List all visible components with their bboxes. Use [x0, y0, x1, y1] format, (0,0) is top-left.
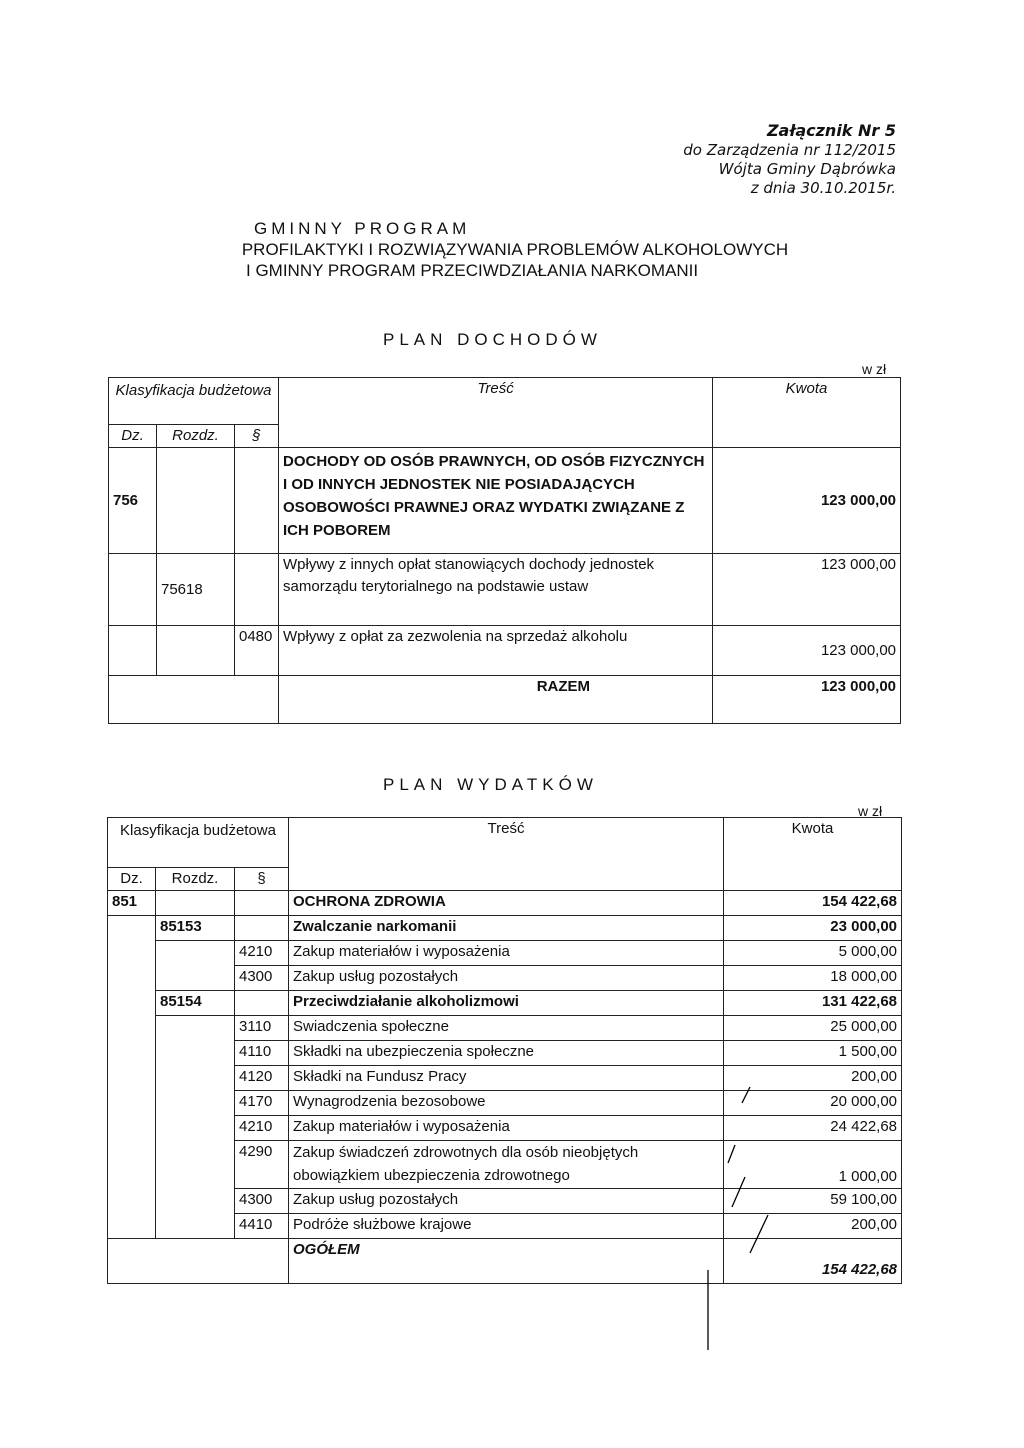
expense-row-par [235, 991, 289, 1016]
income-header-dz: Dz. [109, 425, 157, 448]
expense-row-dz [108, 1116, 156, 1141]
expense-row-amount: 20 000,00 [724, 1091, 902, 1116]
expense-row-dz [108, 1141, 156, 1189]
expense-row-dz [108, 916, 156, 941]
expense-row-content: Zakup materiałów i wyposażenia [289, 941, 724, 966]
expense-row-par: 4300 [235, 966, 289, 991]
expense-row-rozdz [156, 891, 235, 916]
expense-row-dz [108, 941, 156, 966]
income-row-rozdz [157, 448, 235, 554]
expense-row [108, 1141, 902, 1189]
expense-row-content: Swiadczenia społeczne [289, 1016, 724, 1041]
attachment-line2: Wójta Gminy Dąbrówka [718, 160, 896, 178]
expense-row-par: 4110 [235, 1041, 289, 1066]
expense-row [108, 1189, 902, 1214]
expense-row-par: 4290 [235, 1141, 289, 1189]
expense-row-amount: 1 500,00 [724, 1041, 902, 1066]
attachment-line1: do Zarządzenia nr 112/2015 [683, 141, 896, 159]
expense-row [108, 1116, 902, 1141]
income-row-dz [109, 554, 157, 626]
expense-row [108, 966, 902, 991]
expense-row-rozdz [156, 1016, 235, 1041]
expense-row-par: 4410 [235, 1214, 289, 1239]
expenses-plan-title: PLAN WYDATKÓW [383, 775, 598, 794]
income-table [108, 377, 901, 724]
expense-row-par: 4170 [235, 1091, 289, 1116]
income-plan-title: PLAN DOCHODÓW [383, 330, 602, 349]
expense-row [108, 916, 902, 941]
income-row-dz: 756 [109, 448, 157, 554]
expense-row-dz [108, 1214, 156, 1239]
expense-row-amount: 18 000,00 [724, 966, 902, 991]
expense-row-rozdz: 85154 [156, 991, 235, 1016]
expense-row-rozdz [156, 1214, 235, 1239]
expense-row-dz [108, 991, 156, 1016]
expense-row-content: Podróże służbowe krajowe [289, 1214, 724, 1239]
income-row-par [235, 554, 279, 626]
expense-row-dz: 851 [108, 891, 156, 916]
expense-row-rozdz [156, 1091, 235, 1116]
expense-row-amount: 200,00 [724, 1066, 902, 1091]
income-total-amount: 123 000,00 [713, 676, 901, 724]
income-row [109, 626, 901, 676]
expenses-table [107, 817, 902, 1284]
expense-row-rozdz [156, 1141, 235, 1189]
expense-row-rozdz [156, 941, 235, 966]
expense-row-par: 4210 [235, 1116, 289, 1141]
expenses-header-rozdz: Rozdz. [156, 868, 235, 891]
expense-row-par [235, 916, 289, 941]
attachment-header [683, 121, 896, 198]
expense-row-rozdz [156, 1066, 235, 1091]
expense-row-content: Zakup usług pozostałych [289, 1189, 724, 1214]
expense-row-amount: 5 000,00 [724, 941, 902, 966]
program-line3: I GMINNY PROGRAM PRZECIWDZIAŁANIA NARKOMANII [246, 261, 699, 280]
income-header-content: Treść [279, 378, 713, 448]
program-line1: GMINNY PROGRAM [254, 219, 471, 238]
expense-row-content: Zakup świadczeń zdrowotnych dla osób nieobjętych obowiązkiem ubezpieczenia zdrowotnego [289, 1141, 724, 1189]
expense-row-par [235, 891, 289, 916]
expense-row [108, 1041, 902, 1066]
expense-row-rozdz: 85153 [156, 916, 235, 941]
income-row-par [235, 448, 279, 554]
expense-row-amount: 23 000,00 [724, 916, 902, 941]
expense-row-content: Zakup usług pozostałych [289, 966, 724, 991]
expense-row-rozdz [156, 1116, 235, 1141]
expenses-header-classification: Klasyfikacja budżetowa [108, 818, 289, 868]
expense-row-par: 4120 [235, 1066, 289, 1091]
income-row-rozdz [157, 626, 235, 676]
expense-row-content: Wynagrodzenia bezosobowe [289, 1091, 724, 1116]
expense-row-par: 4210 [235, 941, 289, 966]
income-row-par: 0480 [235, 626, 279, 676]
expense-row-content: Zwalczanie narkomanii [289, 916, 724, 941]
expense-row-rozdz [156, 966, 235, 991]
expense-row-dz [108, 1066, 156, 1091]
expense-row-rozdz [156, 1189, 235, 1214]
expense-row-par: 3110 [235, 1016, 289, 1041]
income-row [109, 554, 901, 626]
expenses-header-content: Treść [289, 818, 724, 891]
expense-row-dz [108, 1189, 156, 1214]
expense-row-content: Przeciwdziałanie alkoholizmowi [289, 991, 724, 1016]
income-header-par: § [235, 425, 279, 448]
expense-row-amount: 154 422,68 [724, 891, 902, 916]
attachment-title: Załącznik Nr 5 [766, 121, 896, 140]
expense-row [108, 991, 902, 1016]
expense-row [108, 891, 902, 916]
income-row-amount: 123 000,00 [713, 626, 901, 676]
expense-row [108, 1066, 902, 1091]
expense-row-rozdz [156, 1041, 235, 1066]
income-header-rozdz: Rozdz. [157, 425, 235, 448]
program-title [130, 218, 900, 281]
income-unit: w zł [862, 361, 887, 377]
income-header-amount: Kwota [713, 378, 901, 448]
pen-strokes [690, 1085, 770, 1355]
expense-row-content: Składki na Fundusz Pracy [289, 1066, 724, 1091]
income-total-label: RAZEM [279, 676, 713, 724]
expense-row-amount: 59 100,00 [724, 1189, 902, 1214]
expense-row-amount: 25 000,00 [724, 1016, 902, 1041]
expense-row-amount: 1 000,00 [724, 1141, 902, 1189]
expense-row [108, 1091, 902, 1116]
expense-row-dz [108, 966, 156, 991]
income-row-amount: 123 000,00 [713, 554, 901, 626]
income-row [109, 448, 901, 554]
income-row-content: Wpływy z innych opłat stanowiących dochody jednostek samorządu terytorialnego na podstawie ustaw [279, 554, 713, 626]
expense-row-amount: 200,00 [724, 1214, 902, 1239]
expense-row-content: Składki na ubezpieczenia społeczne [289, 1041, 724, 1066]
expense-row-amount: 131 422,68 [724, 991, 902, 1016]
income-row-content: DOCHODY OD OSÓB PRAWNYCH, OD OSÓB FIZYCZNYCH I OD INNYCH JEDNOSTEK NIE POSIADAJĄCYCH OSOBOWOŚCI PRAWNEJ ORAZ WYDATKI ZWIĄZANE Z ICH POBOREM [279, 448, 713, 554]
income-row-amount: 123 000,00 [713, 448, 901, 554]
expense-row-dz [108, 1016, 156, 1041]
expense-row [108, 941, 902, 966]
expenses-header-dz: Dz. [108, 868, 156, 891]
expense-row-par: 4300 [235, 1189, 289, 1214]
income-total-row [109, 676, 901, 724]
expenses-header-par: § [235, 868, 289, 891]
income-row-content: Wpływy z opłat za zezwolenia na sprzedaż alkoholu [279, 626, 713, 676]
income-header-classification: Klasyfikacja budżetowa [109, 378, 279, 425]
expenses-unit: w zł [858, 803, 883, 819]
expense-row-amount: 24 422,68 [724, 1116, 902, 1141]
expense-row [108, 1214, 902, 1239]
expense-row-content: Zakup materiałów i wyposażenia [289, 1116, 724, 1141]
expense-row [108, 1016, 902, 1041]
expenses-total-amount: 154 422,68 [724, 1239, 902, 1284]
attachment-line3: z dnia 30.10.2015r. [750, 179, 896, 197]
expenses-total-row [108, 1239, 902, 1284]
expense-row-dz [108, 1041, 156, 1066]
expenses-header-amount: Kwota [724, 818, 902, 891]
expense-row-dz [108, 1091, 156, 1116]
income-row-dz [109, 626, 157, 676]
program-line2: PROFILAKTYKI I ROZWIĄZYWANIA PROBLEMÓW ALKOHOLOWYCH [241, 240, 789, 259]
income-row-rozdz: 75618 [157, 554, 235, 626]
expense-row-content: OCHRONA ZDROWIA [289, 891, 724, 916]
expenses-total-label: OGÓŁEM [289, 1239, 724, 1284]
